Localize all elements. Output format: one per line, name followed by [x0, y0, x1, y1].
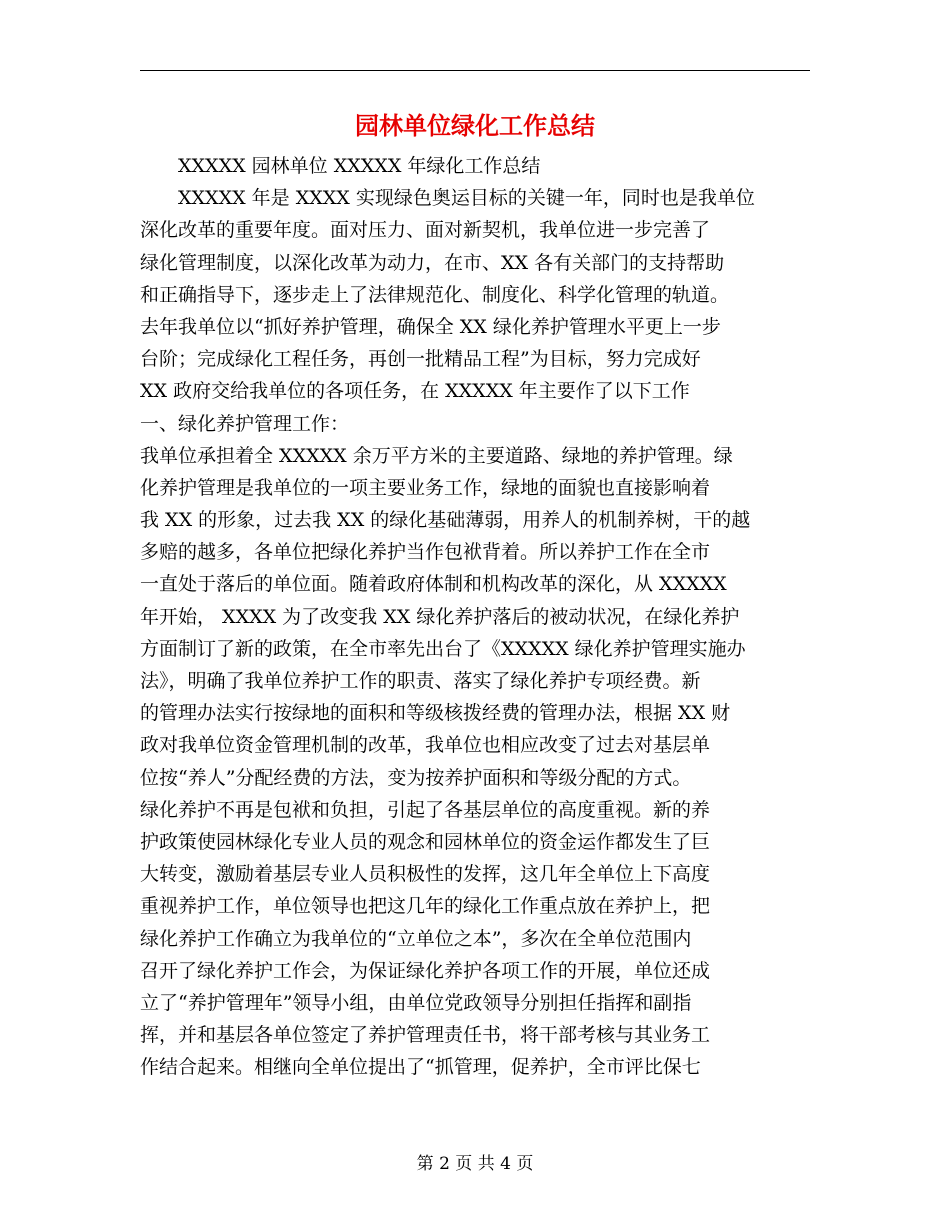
text-line: 政对我单位资金管理机制的改革，我单位也相应改变了过去对基层单	[140, 734, 711, 757]
text-line: 的管理办法实行按绿地的面积和等级核拨经费的管理办法，根据 XX 财	[140, 702, 731, 725]
text-line: 一直处于落后的单位面。随着政府体制和机构改革的深化，从 XXXXX	[140, 573, 727, 596]
page-footer: 第 2 页 共 4 页	[416, 1154, 534, 1174]
text-line: 台阶；完成绿化工程任务，再创一批精品工程”为目标，努力完成好	[140, 348, 701, 371]
text-line: 我单位承担着全 XXXXX 余万平方米的主要道路、绿地的养护管理。绿	[140, 444, 733, 467]
text-line: 年开始， XXXX 为了改变我 XX 绿化养护落后的被动状况，在绿化养护	[140, 605, 740, 628]
document-body	[140, 150, 810, 1083]
text-line: 挥，并和基层各单位签定了养护管理责任书，将干部考核与其业务工	[140, 1024, 711, 1047]
text-line: 立了“养护管理年”领导小组，由单位党政领导分别担任指挥和副指	[140, 991, 692, 1014]
text-line: 护政策使园林绿化专业人员的观念和园林单位的资金运作都发生了巨	[140, 830, 711, 853]
text-line: 召开了绿化养护工作会，为保证绿化养护各项工作的开展，单位还成	[140, 959, 711, 982]
text-line: 方面制订了新的政策，在全市率先出台了《XXXXX 绿化养护管理实施办	[140, 637, 746, 660]
text-line: 和正确指导下，逐步走上了法律规范化、制度化、科学化管理的轨道。	[140, 283, 730, 306]
text-line: 绿化养护工作确立为我单位的“立单位之本”，多次在全单位范围内	[140, 927, 692, 950]
text-line: 法》，明确了我单位养护工作的职责、落实了绿化养护专项经费。新	[140, 670, 701, 692]
text-line: 多赔的越多，各单位把绿化养护当作包袱背着。所以养护工作在全市	[140, 541, 711, 564]
text-line: 大转变，激励着基层专业人员积极性的发挥，这几年全单位上下高度	[140, 863, 711, 886]
text-line: XXXXX 园林单位 XXXXX 年绿化工作总结	[178, 155, 541, 177]
text-line: 绿化养护不再是包袱和负担，引起了各基层单位的高度重视。新的养	[140, 798, 711, 821]
text-line: 化养护管理是我单位的一项主要业务工作，绿地的面貌也直接影响着	[140, 476, 711, 499]
text-line: 作结合起来。相继向全单位提出了“抓管理，促养护，全市评比保七	[140, 1056, 701, 1079]
text-line: 深化改革的重要年度。面对压力、面对新契机，我单位进一步完善了	[140, 219, 711, 242]
document-title: 园林单位绿化工作总结	[355, 112, 595, 140]
text-line: 绿化管理制度，以深化改革为动力，在市、XX 各有关部门的支持帮助	[140, 251, 725, 274]
text-line: XXXXX 年是 XXXX 实现绿色奥运目标的关键一年，同时也是我单位	[178, 187, 755, 210]
text-line: XX 政府交给我单位的各项任务，在 XXXXX 年主要作了以下工作	[140, 380, 690, 403]
text-line: 我 XX 的形象，过去我 XX 的绿化基础薄弱，用养人的机制养树，干的越	[140, 509, 751, 532]
text-line: 去年我单位以“抓好养护管理，确保全 XX 绿化养护管理水平更上一步	[140, 315, 721, 338]
header-rule	[140, 70, 810, 71]
text-line: 一、绿化养护管理工作：	[140, 412, 350, 435]
text-line: 重视养护工作，单位领导也把这几年的绿化工作重点放在养护上，把	[140, 895, 711, 918]
text-line: 位按“养人”分配经费的方法，变为按养护面积和等级分配的方式。	[140, 766, 692, 789]
